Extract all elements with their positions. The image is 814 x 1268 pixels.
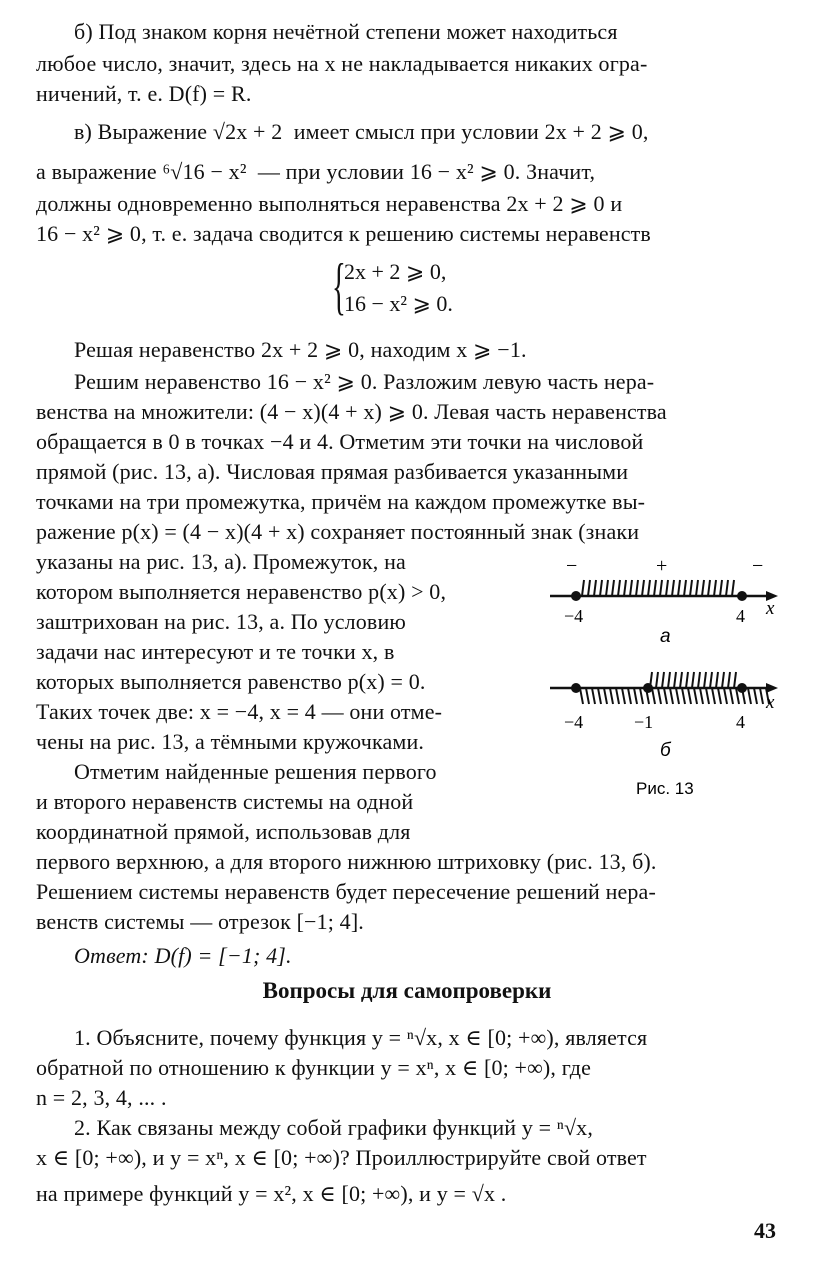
tick-label: 4 — [736, 606, 745, 626]
sign-minus-left: − — [566, 555, 578, 577]
tick-label: −4 — [564, 606, 584, 626]
text-line: заштрихован на рис. 13, a. По условию — [36, 609, 406, 634]
hatch-stroke — [662, 672, 664, 688]
hatch-stroke — [754, 688, 757, 704]
hatch-stroke — [628, 688, 631, 704]
hatch-stroke — [760, 688, 763, 704]
text-line: ражение p(x) = (4 − x)(4 + x) сохраняет постоянный знак (знаки — [36, 519, 640, 544]
text-line: первого верхнюю, а для второго нижнюю штриховку (рис. 13, б). — [36, 849, 657, 874]
sign-plus: + — [656, 555, 668, 577]
hatch-stroke — [700, 688, 703, 704]
hatch-stroke — [594, 580, 596, 596]
hatch-stroke — [684, 580, 686, 596]
hatch-stroke — [640, 688, 643, 704]
hatch-stroke — [654, 580, 656, 596]
hatch-stroke — [716, 672, 718, 688]
hatch-stroke — [686, 672, 688, 688]
text-line: котором выполняется неравенство p(x) > 0, — [36, 579, 447, 604]
hatch-stroke — [670, 688, 673, 704]
text-line: должны одновременно выполняться неравенства 2x + 2 ⩾ 0 и — [36, 191, 623, 216]
hatch-stroke — [612, 580, 614, 596]
text-line: обращается в 0 в точках −4 и 4. Отметим эти точки на числовой — [36, 429, 644, 454]
text-line: прямой (рис. 13, a). Числовая прямая разбивается указанными — [36, 459, 629, 484]
hatch-stroke — [642, 580, 644, 596]
hatch-stroke — [652, 688, 655, 704]
point-minus1-b — [643, 683, 653, 693]
hatch-stroke — [714, 580, 716, 596]
figure-caption: Рис. 13 — [636, 779, 694, 798]
question-line: на примере функций y = x², x ∈ [0; +∞), и y = √x . — [36, 1181, 507, 1206]
hatch-stroke — [580, 688, 583, 704]
hatch-stroke — [634, 688, 637, 704]
question-line: 2. Как связаны между собой графики функций y = ⁿ√x, — [74, 1115, 593, 1140]
hatch-stroke — [690, 580, 692, 596]
system-row: 2x + 2 ⩾ 0, — [344, 259, 447, 284]
hatch-stroke — [712, 688, 715, 704]
text-line: венства на множители: (4 − x)(4 + x) ⩾ 0. Левая часть неравенства — [36, 399, 667, 424]
hatch-stroke — [730, 688, 733, 704]
hatch-stroke — [748, 688, 751, 704]
hatch-stroke — [606, 580, 608, 596]
tick-label: 4 — [736, 712, 745, 732]
text-line: Отметим найденные решения первого — [74, 759, 437, 784]
hatch-stroke — [586, 688, 589, 704]
text-line: Решая неравенство 2x + 2 ⩾ 0, находим x ⩾ −1. — [74, 337, 527, 362]
text-line: задачи нас интересуют и те точки x, в — [36, 639, 395, 664]
hatch-stroke — [680, 672, 682, 688]
hatch-stroke — [674, 672, 676, 688]
hatch-stroke — [622, 688, 625, 704]
hatch-stroke — [732, 580, 734, 596]
sign-minus-right: − — [752, 555, 764, 577]
hatch-stroke — [724, 688, 727, 704]
axis-label-x: x — [766, 692, 775, 713]
hatch-stroke — [672, 580, 674, 596]
figure-13 — [540, 550, 790, 810]
question-line: 1. Объясните, почему функция y = ⁿ√x, x ∈ [0; +∞), является — [74, 1025, 648, 1050]
hatch-stroke — [704, 672, 706, 688]
hatch-stroke — [604, 688, 607, 704]
hatch-stroke — [598, 688, 601, 704]
hatch-stroke — [624, 580, 626, 596]
question-line: обратной по отношению к функции y = xⁿ, x ∈ [0; +∞), где — [36, 1055, 592, 1080]
hatch-stroke — [660, 580, 662, 596]
hatch-stroke — [636, 580, 638, 596]
text-line: и второго неравенств системы на одной — [36, 789, 414, 814]
hatch-stroke — [618, 580, 620, 596]
hatch-stroke — [696, 580, 698, 596]
text-line: б) Под знаком корня нечётной степени может находиться — [74, 19, 618, 44]
text-line: а выражение ⁶√16 − x² — при условии 16 − x² ⩾ 0. Значит, — [36, 159, 596, 184]
text-line: Решением системы неравенств будет пересечение решений нера- — [36, 879, 656, 904]
text-line: 16 − x² ⩾ 0, т. е. задача сводится к решению системы неравенств — [36, 221, 651, 246]
hatch-stroke — [588, 580, 590, 596]
hatch-stroke — [592, 688, 595, 704]
tick-label: −1 — [634, 712, 654, 732]
axis-label-x: x — [766, 598, 775, 619]
subfigure-label-a: а — [660, 626, 671, 647]
hatch-stroke — [702, 580, 704, 596]
hatch-stroke — [694, 688, 697, 704]
text-line: указаны на рис. 13, a). Промежуток, на — [36, 549, 406, 574]
hatch-stroke — [710, 672, 712, 688]
section-heading: Вопросы для самопроверки — [262, 978, 552, 1003]
hatching-a — [582, 580, 734, 596]
hatch-stroke — [656, 672, 658, 688]
text-line: Таких точек две: x = −4, x = 4 — они отме- — [36, 699, 443, 724]
hatch-stroke — [734, 672, 736, 688]
hatch-stroke — [692, 672, 694, 688]
hatch-stroke — [726, 580, 728, 596]
hatch-stroke — [728, 672, 730, 688]
hatch-stroke — [708, 580, 710, 596]
hatch-stroke — [600, 580, 602, 596]
system-brace: { — [332, 250, 346, 321]
hatch-stroke — [648, 580, 650, 596]
hatch-stroke — [682, 688, 685, 704]
text-line: ничений, т. е. D(f) = R. — [36, 81, 252, 106]
inequality-system — [332, 250, 532, 326]
tick-label: −4 — [564, 712, 584, 732]
hatch-stroke — [616, 688, 619, 704]
hatch-stroke — [722, 672, 724, 688]
text-line: точками на три промежутка, причём на каждом промежутке вы- — [36, 489, 646, 514]
hatch-stroke — [720, 580, 722, 596]
hatch-stroke — [678, 580, 680, 596]
subfigure-label-b: б — [660, 740, 671, 761]
text-line: венств системы — отрезок [−1; 4]. — [36, 909, 364, 934]
text-line: любое число, значит, здесь на x не накладывается никаких огра- — [36, 51, 648, 76]
text-line: Решим неравенство 16 − x² ⩾ 0. Разложим левую часть нера- — [74, 369, 655, 394]
hatch-stroke — [630, 580, 632, 596]
hatch-stroke — [706, 688, 709, 704]
text-line: координатной прямой, использовав для — [36, 819, 411, 844]
page-number: 43 — [754, 1218, 776, 1243]
hatch-stroke — [666, 580, 668, 596]
hatch-stroke — [668, 672, 670, 688]
point-minus4-b — [571, 683, 581, 693]
hatch-stroke — [676, 688, 679, 704]
hatch-stroke — [698, 672, 700, 688]
text-line: чены на рис. 13, a тёмными кружочками. — [36, 729, 425, 754]
point-4-b — [737, 683, 747, 693]
system-row: 16 − x² ⩾ 0. — [344, 291, 453, 316]
hatch-stroke — [688, 688, 691, 704]
question-line: x ∈ [0; +∞), и y = xⁿ, x ∈ [0; +∞)? Проиллюстрируйте свой ответ — [36, 1145, 647, 1170]
hatch-stroke — [718, 688, 721, 704]
question-line: n = 2, 3, 4, ... . — [36, 1085, 167, 1110]
hatch-stroke — [582, 580, 584, 596]
answer-line: Ответ: D(f) = [−1; 4]. — [74, 943, 292, 968]
hatch-stroke — [610, 688, 613, 704]
text-line: которых выполняется равенство p(x) = 0. — [36, 669, 426, 694]
hatch-stroke — [658, 688, 661, 704]
text-line: в) Выражение √2x + 2 имеет смысл при условии 2x + 2 ⩾ 0, — [74, 119, 649, 144]
point-minus4-a — [571, 591, 581, 601]
point-4-a — [737, 591, 747, 601]
hatch-stroke — [664, 688, 667, 704]
